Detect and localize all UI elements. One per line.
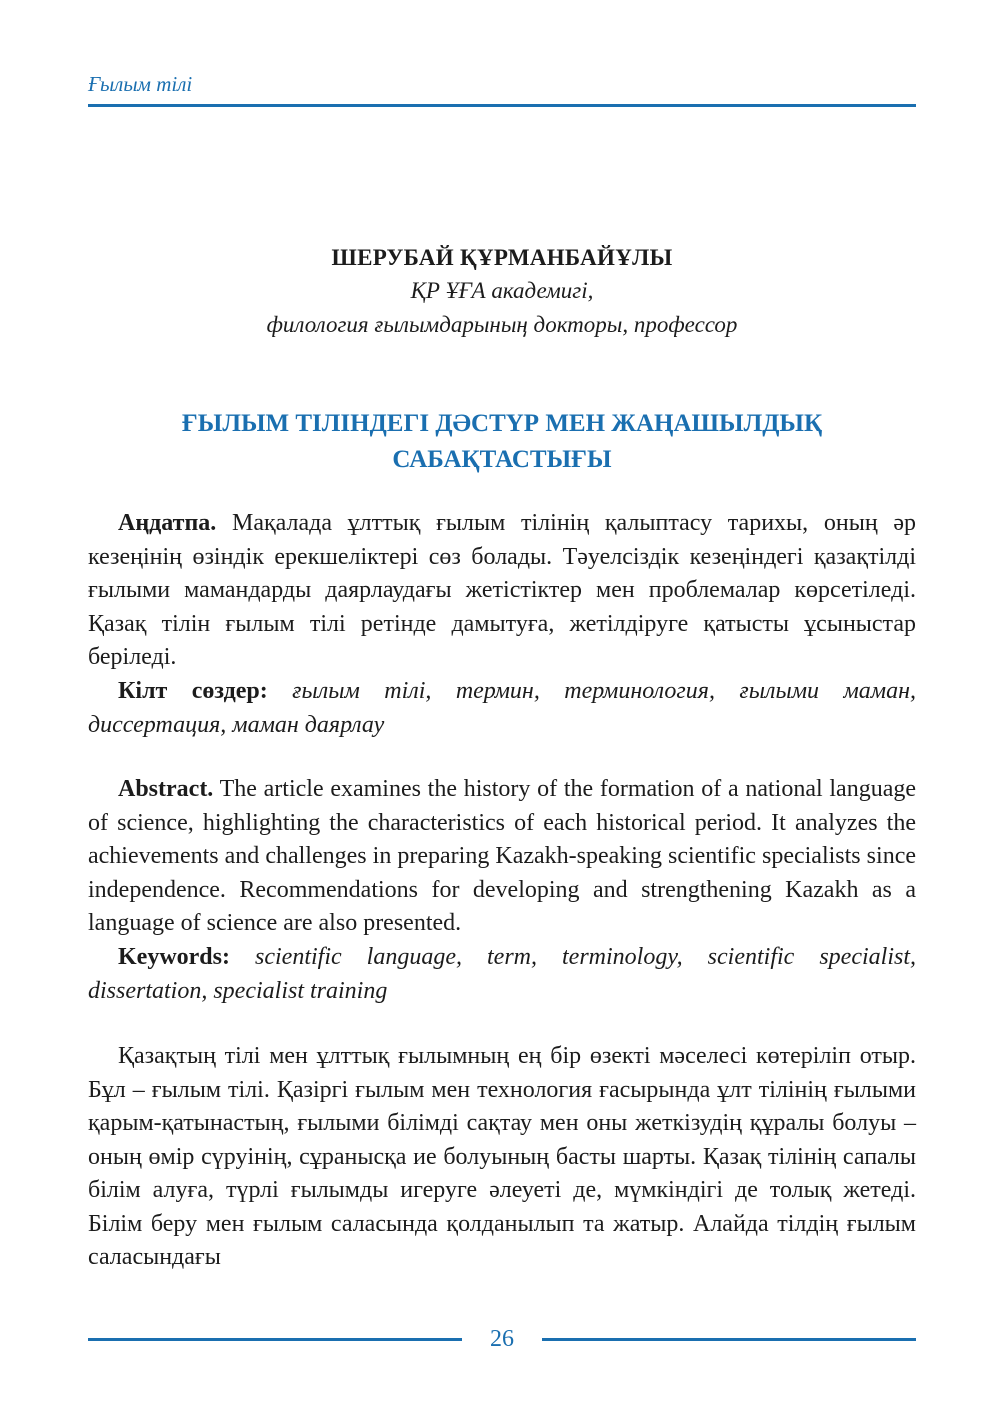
kazakh-keywords-text: ғылым тілі, термин, терминология, ғылыми маман, диссертация, маман даярлау: [88, 678, 916, 738]
english-keywords-text: scientific language, term, terminology, scientific specialist, dissertation, specialist training: [88, 944, 916, 1004]
footer-divider-left: [88, 1338, 462, 1341]
author-title-line-2: филология ғылымдарының докторы, профессор: [266, 312, 738, 337]
footer-divider-right: [542, 1338, 916, 1341]
author-name: ШЕРУБАЙ ҚҰРМАНБАЙҰЛЫ: [331, 245, 673, 270]
english-abstract-text: The article examines the history of the formation of a national language of science, highlighting the characteristics of each historical period. It analyzes the achievements and challenges in preparing Kazakh-speaking scientific specialists since independence. Recommendations for developing and strengthening Kazakh as a language of science are also presented.: [88, 776, 916, 936]
author-block: [88, 242, 916, 342]
english-keywords: [88, 941, 916, 1008]
english-keywords-label: Keywords:: [118, 944, 230, 970]
kazakh-abstract-text: Мақалада ұлттық ғылым тілінің қалыптасу тарихы, оның әр кезеңінің өзіндік ерекшеліктері сөз болады. Тәуелсіздік кезеңіндегі қазақтілді ғылыми мамандарды даярлаудағы жетістіктер мен проблемалар көрсетіледі. Қазақ тілін ғылым тілі ретінде дамытуға, жетілдіруге қатысты ұсыныстар беріледі.: [88, 510, 916, 670]
article-title: [88, 406, 916, 478]
article-title-line-1: ҒЫЛЫМ ТІЛІНДЕГІ ДӘСТҮР МЕН ЖАҢАШЫЛДЫҚ: [181, 410, 823, 437]
running-header: Ғылым тілі: [88, 72, 193, 96]
kazakh-keywords: [88, 675, 916, 742]
author-title-line-1: ҚР ҰҒА академигі,: [410, 278, 594, 303]
kazakh-keywords-label: Кілт сөздер:: [118, 678, 268, 704]
english-abstract: [88, 773, 916, 941]
header-divider: [88, 104, 916, 107]
page-number: 26: [490, 1326, 514, 1352]
body-paragraph: Қазақтың тілі мен ұлттық ғылымның ең бір өзекті мәселесі көтеріліп отыр. Бұл – ғылым тілі. Қазіргі ғылым мен технология ғасырында ұлт тілінің ғылыми қарым-қатынастың, ғылыми білімді сақтау мен оны жеткізудің құралы болуы – оның өмір сүруінің, сұранысқа ие болуының басты шарты. Қазақ тілінің сапалы білім алуға, түрлі ғылымды игеруге әлеуеті де, мүмкіндігі де толық жетеді. Білім беру мен ғылым саласында қолданылып та жатыр. Алайда тілдің ғылым саласындағы: [88, 1043, 916, 1270]
article-title-line-2: САБАҚТАСТЫҒЫ: [392, 446, 612, 473]
kazakh-abstract: [88, 507, 916, 675]
kazakh-abstract-label: Аңдатпа.: [118, 510, 217, 536]
english-abstract-label: Abstract.: [118, 776, 214, 802]
